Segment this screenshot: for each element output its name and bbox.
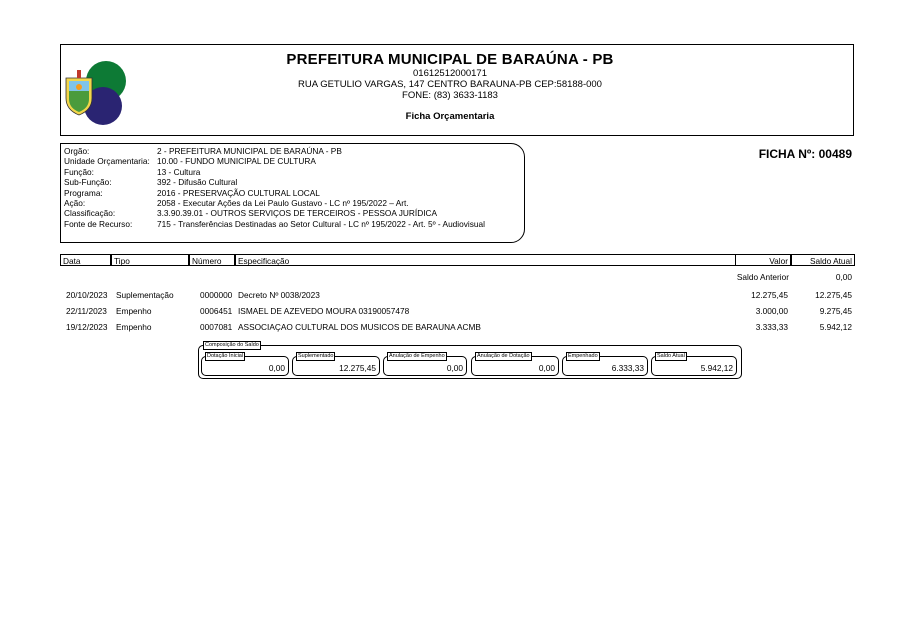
row-saldo: 5.942,12 [819,322,852,332]
row-numero: 0000000 [200,290,233,300]
anulacao-empenho-value: 0,00 [446,363,463,373]
saldo-anterior-value: 0,00 [835,272,852,282]
info-row-fonte: Fonte de Recurso: 715 - Transferências Destinadas ao Setor Cultural - LC nº 195/2022 - Art. 5º - Audiovisual [64,218,485,229]
cnpj-text: 01612512000171 [413,68,487,79]
row-especificacao: Decreto Nº 0038/2023 [238,290,320,300]
saldo-atual-value: 5.942,12 [700,363,733,373]
saldo-anterior-label: Saldo Anterior [736,272,789,282]
ficha-number: FICHA Nº: 00489 [758,147,852,161]
row-valor: 3.000,00 [755,306,788,316]
info-row-funcao: Função: 13 - Cultura [64,166,201,177]
phone-text: FONE: (83) 3633-1183 [402,90,498,101]
suplementado-value: 12.275,45 [339,363,376,373]
dotacao-inicial-value: 0,00 [268,363,285,373]
info-row-subfuncao: Sub-Função: 392 - Difusão Cultural [64,177,238,188]
table-header [60,254,855,266]
col-data: Data [60,254,111,266]
info-row-unidade: Unidade Orçamentaria: 10.00 - FUNDO MUNICIPAL DE CULTURA [64,156,316,167]
row-especificacao: ASSOCIAÇAO CULTURAL DOS MUSICOS DE BARAUNA ACMB [238,322,481,332]
info-row-orgao: Orgão: 2 - PREFEITURA MUNICIPAL DE BARAÚNA - PB [64,146,342,156]
row-data: 19/12/2023 [66,322,108,332]
col-numero: Número [189,254,235,266]
composicao-title: Composição do Saldo [205,342,259,348]
row-numero: 0006451 [200,306,233,316]
col-especificacao: Especificação [235,254,791,266]
anulacao-dotacao-value: 0,00 [538,363,555,373]
col-valor: Valor [735,254,791,266]
empenhado-value: 6.333,33 [611,363,644,373]
anulacao-dotacao-label: Anulação de Dotação [477,353,530,359]
dotacao-inicial-label: Dotação Inicial [207,353,244,359]
row-tipo: Suplementação [116,290,174,300]
row-saldo: 12.275,45 [815,290,852,300]
row-numero: 0007081 [200,322,233,332]
page-title: PREFEITURA MUNICIPAL DE BARAÚNA - PB [286,51,614,68]
address-text: RUA GETULIO VARGAS, 147 CENTRO BARAUNA-PB CEP:58188-000 [298,79,602,90]
row-valor: 3.333,33 [755,322,788,332]
col-tipo: Tipo [111,254,189,266]
row-data: 20/10/2023 [66,290,108,300]
empenhado-label: Empenhado [568,353,598,359]
info-row-programa: Programa: 2016 - PRESERVAÇÃO CULTURAL LOCAL [64,187,320,198]
row-data: 22/11/2023 [66,306,107,316]
saldo-atual-label: Saldo Atual [657,353,685,359]
col-saldo: Saldo Atual [791,254,855,266]
row-tipo: Empenho [116,306,152,316]
suplementado-label: Suplementado [298,353,334,359]
info-row-acao: Ação: 2058 - Executar Ações da Lei Paulo Gustavo - LC nº 195/2022 – Art. [64,198,409,208]
row-saldo: 9.275,45 [819,306,852,316]
row-valor: 12.275,45 [751,290,788,300]
row-especificacao: ISMAEL DE AZEVEDO MOURA 03190057478 [238,306,410,316]
document-type: Ficha Orçamentaria [405,111,495,122]
anulacao-empenho-label: Anulação de Empenho [389,353,445,359]
row-tipo: Empenho [116,322,152,332]
info-row-classificacao: Classificação: 3.3.90.39.01 - OUTROS SERVIÇOS DE TERCEIROS - PESSOA JURÍDICA [64,208,438,219]
